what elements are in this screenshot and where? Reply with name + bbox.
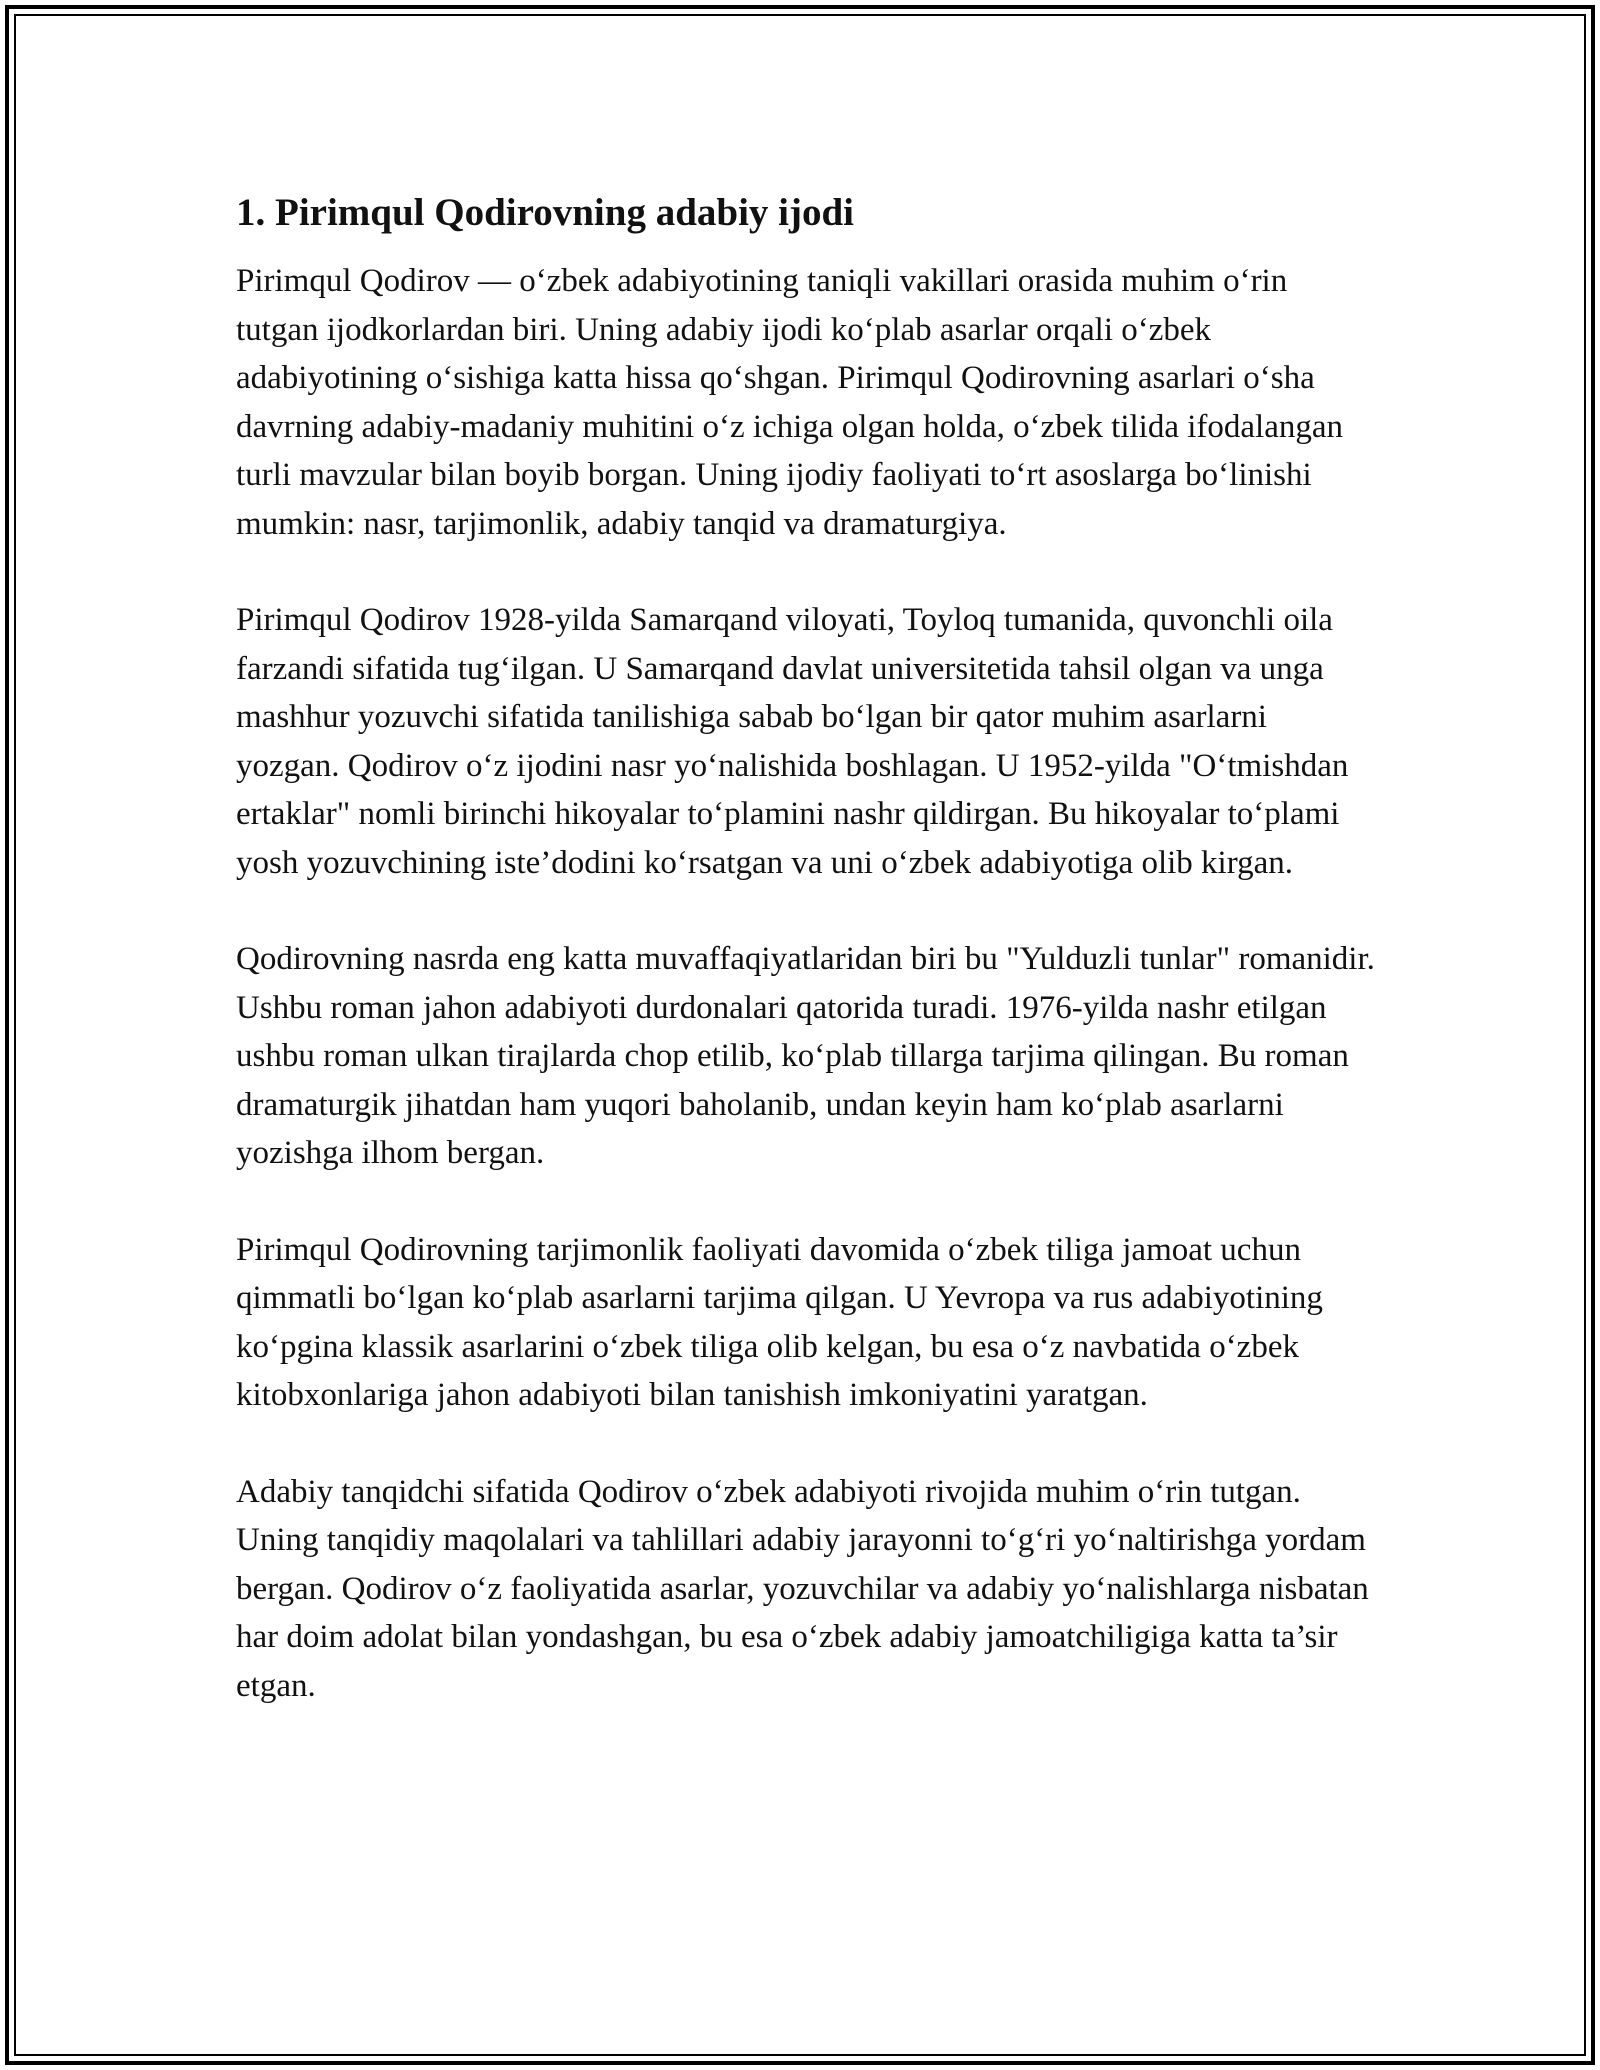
paragraph-biography: Pirimqul Qodirov 1928-yilda Samarqand viloyati, Toyloq tumanida, quvonchli oila farzandi sifatida tug‘ilgan. U Samarqand davlat universitetida tahsil olgan va unga mashhur yozuvchi sifatida tanilishiga sabab bo‘lgan bir qator muhim asarlarni yozgan. Qodirov o‘z ijodini nasr yo‘nalishida boshlagan. U 1952-yilda "O‘tmishdan ertaklar" nomli birinchi hikoyalar to‘plamini nashr qildirgan. Bu hikoyalar to‘plami yosh yozuvchining iste’dodini ko‘rsatgan va uni o‘zbek adabiyotiga olib kirgan. bbox=[236, 602, 1349, 881]
document-body bbox=[236, 185, 1376, 1758]
paragraph-intro: Pirimqul Qodirov — o‘zbek adabiyotining taniqli vakillari orasida muhim o‘rin tutgan ijodkorlardan biri. Uning adabiy ijodi ko‘plab asarlar orqali o‘zbek adabiyotining o‘sishiga katta hissa qo‘shgan. Pirimqul Qodirovning asarlari o‘sha davrning adabiy-madaniy muhitini o‘z ichiga olgan holda, o‘zbek tilida ifodalangan turli mavzular bilan boyib borgan. Uning ijodiy faoliyati to‘rt asoslarga bo‘linishi mumkin: nasr, tarjimonlik, adabiy tanqid va dramaturgiya. bbox=[236, 263, 1343, 542]
paragraph-translation: Pirimqul Qodirovning tarjimonlik faoliyati davomida o‘zbek tiliga jamoat uchun qimmatli bo‘lgan ko‘plab asarlarni tarjima qilgan. U Yevropa va rus adabiyotining ko‘pgina klassik asarlarini o‘zbek tiliga olib kelgan, bu esa o‘z navbatida o‘zbek kitobxonlariga jahon adabiyoti bilan tanishish imkoniyatini yaratgan. bbox=[236, 1231, 1323, 1413]
paragraph-novel: Qodirovning nasrda eng katta muvaffaqiyatlaridan biri bu "Yulduzli tunlar" romanidir. Ushbu roman jahon adabiyoti durdonalari qatorida turadi. 1976-yilda nashr etilgan ushbu roman ulkan tirajlarda chop etilib, ko‘plab tillarga tarjima qilingan. Bu roman dramaturgik jihatdan ham yuqori baholanib, undan keyin ham ko‘plab asarlarni yozishga ilhom bergan. bbox=[236, 941, 1375, 1171]
paragraph-criticism: Adabiy tanqidchi sifatida Qodirov o‘zbek adabiyoti rivojida muhim o‘rin tutgan. Uning tanqidiy maqolalari va tahlillari adabiy jarayonni to‘g‘ri yo‘naltirishga yordam bergan. Qodirov o‘z faoliyatida asarlar, yozuvchilar va adabiy yo‘nalishlarga nisbatan har doim adolat bilan yondashgan, bu esa o‘zbek adabiy jamoatchiligiga katta ta’sir etgan. bbox=[236, 1473, 1369, 1704]
section-heading: 1. Pirimqul Qodirovning adabiy ijodi bbox=[236, 191, 855, 234]
